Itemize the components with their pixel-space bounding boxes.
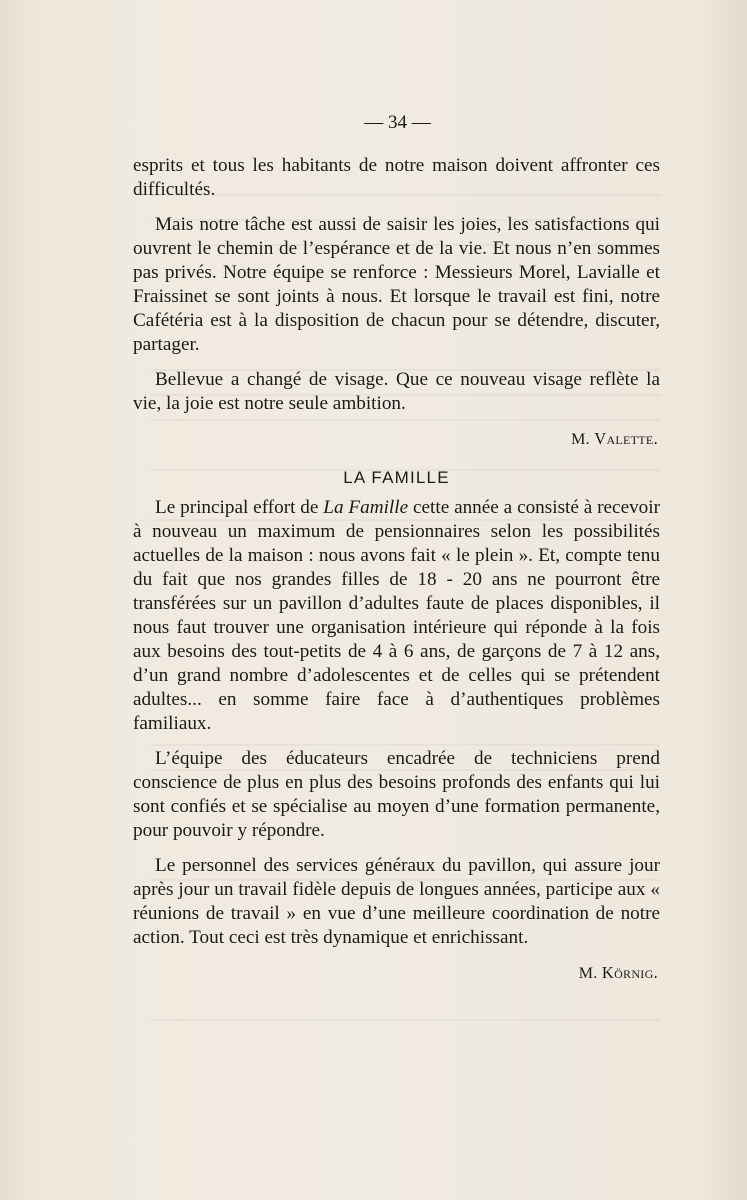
section-la-famille [133, 466, 660, 986]
paragraph-text: cette année a consisté à recevoir à nouveau un maximum de pensionnaires selon les possibilités actuelles de la maison : nous avons fait « le plein ». Et, compte tenu du fait que nos grandes filles de 18 - 20 ans ne pourront être transférées sur un pavillon d’adultes faute de places disponibles, il nous faut trouver une organisation intérieure qui réponde à la fois aux besoins des tout-petits de 4 à 6 ans, de garçons de 7 à 12 ans, d’un grand nombre d’adolescentes et de celles qui se prétendent adultes... en somme faire face à d’authentiques problèmes familiaux. [133, 497, 660, 734]
paragraph-3: Bellevue a changé de visage. Que ce nouveau visage reflète la vie, la joie est notre seule ambition. [133, 369, 660, 414]
paragraph-famille-1 [133, 496, 660, 736]
signature-initial: M. [578, 965, 602, 982]
section-intro [133, 154, 660, 452]
signature-initial: M. [571, 431, 595, 448]
paragraph-2: Mais notre tâche est aussi de saisir les joies, les satisfactions qui ouvrent le chemin de l’espérance et de la vie. Et nous n’en sommes pas privés. Notre équipe se renforce : Messieurs Morel, Lavialle et Fraissinet se sont joints à nous. Et lorsque le travail est fini, notre Cafétéria est à la disposition de chacun pour se détendre, discuter, partager. [133, 214, 660, 355]
signature-kornig [133, 961, 658, 986]
paragraph-famille-2: L’équipe des éducateurs encadrée de techniciens prend conscience de plus en plus des besoins profonds des enfants qui lui sont confiés et se spécialise au moyen d’une formation permanente, pour pouvoir y répondre. [133, 748, 660, 841]
paragraph-famille-3: Le personnel des services généraux du pavillon, qui assure jour après jour un travail fidèle depuis de longues années, participe aux « réunions de travail » en vue d’une meilleure coordination de notre action. Tout ceci est très dynamique et enrichissant. [133, 855, 660, 948]
signature-valette [133, 427, 658, 452]
section-heading: LA FAMILLE [343, 468, 450, 487]
paragraph-1: esprits et tous les habitants de notre maison doivent affronter ces difficultés. [133, 155, 660, 200]
italic-title: La Famille [323, 497, 409, 518]
page-content [133, 112, 660, 986]
signature-name: Valette. [594, 429, 658, 448]
page-number: — 34 — [364, 112, 431, 133]
signature-name: Körnig. [601, 963, 658, 982]
paragraph-text: Le principal effort de [155, 497, 324, 518]
